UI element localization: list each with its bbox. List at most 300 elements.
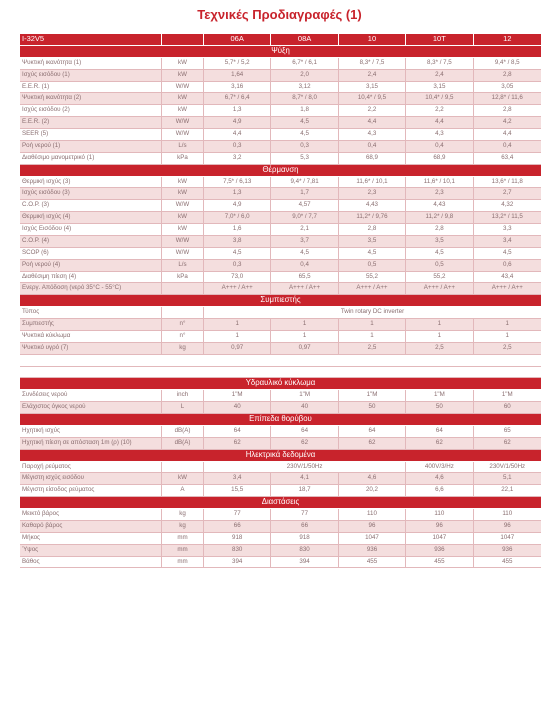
row-value: 12,8* / 11,6	[491, 94, 523, 102]
page-title: Τεχνικές Προδιαγραφές (1)	[197, 7, 362, 22]
row-label: Θερμική ισχύς (3)	[20, 177, 162, 188]
row-label: Διαθέσιμο μανομετρικό (1)	[20, 153, 162, 164]
row-label: Ύψος	[20, 545, 162, 556]
table-row	[20, 58, 541, 70]
row-value: 4,1	[271, 473, 338, 484]
section-header	[20, 295, 541, 307]
row-unit: kg	[162, 343, 204, 354]
row-value: A+++ / A++	[204, 283, 271, 294]
row-value: 4,4	[502, 130, 512, 137]
row-value: Twin rotary DC inverter	[340, 308, 405, 316]
row-unit: L	[162, 402, 204, 413]
row-value: 1,7	[271, 188, 338, 199]
table-row	[20, 402, 541, 414]
row-value: 2,2	[339, 105, 406, 116]
row-value: 50	[406, 402, 473, 413]
row-value: 2,3	[406, 188, 473, 199]
row-value: 68,9	[339, 153, 406, 164]
row-value: 4,32	[501, 201, 514, 209]
row-value: 0,4	[339, 141, 406, 152]
row-value: 43,4	[501, 272, 514, 280]
table-row	[20, 307, 541, 319]
row-value: 62	[503, 438, 511, 446]
table-row	[20, 224, 541, 236]
table-header	[20, 34, 541, 46]
row-unit: mm	[162, 545, 204, 556]
row-value: 66	[204, 521, 271, 532]
row-value: 0,4	[406, 141, 473, 152]
row-value: A+++ / A++	[491, 284, 523, 292]
row-value: 4,3	[339, 129, 406, 140]
row-unit	[162, 462, 204, 473]
row-value: 0,5	[406, 260, 473, 271]
row-value: A+++ / A++	[406, 283, 473, 294]
row-value: 0,97	[271, 343, 338, 354]
row-value: 11,2* / 9,8	[406, 212, 473, 223]
section-header	[20, 46, 541, 58]
row-label: Τύπος	[20, 307, 162, 318]
table-row	[20, 248, 541, 260]
row-value: 4,3	[406, 129, 473, 140]
row-value: 64	[339, 426, 406, 437]
row-value: 394	[204, 557, 271, 568]
row-value: 68,9	[406, 153, 473, 164]
header-unit	[162, 34, 204, 45]
header-model: I-32V5	[20, 34, 162, 45]
row-label: Συμπιεστής	[20, 319, 162, 330]
table-row	[20, 188, 541, 200]
row-value: 1	[505, 331, 509, 339]
header-06a: 06A	[204, 34, 271, 45]
row-value: 0,3	[204, 260, 271, 271]
row-value: 4,5	[339, 248, 406, 259]
row-unit: kW	[162, 473, 204, 484]
row-label: Ψυκτικό υγρό (7)	[20, 343, 162, 354]
table-row	[20, 343, 541, 355]
row-unit: W/W	[162, 117, 204, 128]
section-title: Διαστάσεις	[261, 497, 300, 507]
row-label: Ψυκτική ικανότητα (1)	[20, 58, 162, 69]
row-value: 6,7* / 6,1	[271, 58, 338, 69]
section-header	[20, 378, 541, 390]
table-row	[20, 283, 541, 295]
row-value: 77	[271, 509, 338, 520]
row-value: 13,6* / 11,8	[491, 177, 523, 185]
row-label: Βάθος	[20, 557, 162, 568]
header-08a: 08A	[271, 34, 338, 45]
table-row	[20, 331, 541, 343]
row-unit: W/W	[162, 236, 204, 247]
row-value: 830	[204, 545, 271, 556]
section-title: Συμπιεστής	[260, 295, 301, 305]
row-label: Θερμική ισχύς (4)	[20, 212, 162, 223]
row-value: 110	[502, 510, 513, 517]
table-row	[20, 141, 541, 153]
row-unit: A	[162, 485, 204, 496]
row-value: 96	[406, 521, 473, 532]
row-value: 3,4	[502, 236, 512, 244]
row-value: 0,4	[271, 260, 338, 271]
row-value: 9,0* / 7,7	[271, 212, 338, 223]
row-value: 66	[271, 521, 338, 532]
row-unit: kPa	[162, 153, 204, 164]
table-row	[20, 129, 541, 141]
row-unit: kW	[162, 105, 204, 116]
row-unit: W/W	[162, 200, 204, 211]
row-value: A+++ / A++	[339, 283, 406, 294]
row-label: Ηχητική ισχύς	[20, 426, 162, 437]
section-header	[20, 165, 541, 177]
row-value: 64	[204, 426, 271, 437]
row-value: 64	[406, 426, 473, 437]
row-unit: L/s	[162, 141, 204, 152]
row-label: Ισχύς Εισόδου (4)	[20, 224, 162, 235]
table-row	[20, 93, 541, 105]
row-value: 11,6* / 10,1	[339, 177, 406, 188]
row-value: 936	[339, 545, 406, 556]
row-value: 2,5	[502, 343, 512, 351]
row-value: 1	[406, 319, 473, 330]
section-header	[20, 497, 541, 509]
row-label: Ηχητική πίεση σε απόσταση 1m (ρ) (10)	[20, 438, 162, 449]
row-value: 4,9	[204, 117, 271, 128]
row-value: 10,4* / 9,5	[339, 93, 406, 104]
row-value: 1,64	[204, 70, 271, 81]
row-label: Παροχή ρεύματος	[20, 462, 162, 473]
row-value: 1"M	[339, 390, 406, 401]
table-row	[20, 462, 541, 474]
table-row	[20, 545, 541, 557]
row-label: SCOP (6)	[20, 248, 162, 259]
row-value: 1047	[339, 533, 406, 544]
row-value: 2,5	[406, 343, 473, 354]
row-label: Μέγιστη είσοδος ρεύματος	[20, 485, 162, 496]
header-10: 10	[339, 34, 406, 45]
row-value: 400V/3/Hz	[406, 462, 473, 473]
row-value: 2,4	[406, 70, 473, 81]
row-value: 1	[271, 319, 338, 330]
row-label: C.O.P. (4)	[20, 236, 162, 247]
row-value: 2,7	[502, 189, 512, 197]
row-value: 3,3	[502, 225, 512, 232]
row-value: 3,4	[204, 473, 271, 484]
row-label: E.E.R. (1)	[20, 82, 162, 93]
header-12: 12	[503, 34, 512, 43]
table-row	[20, 509, 541, 521]
row-value: 2,8	[406, 224, 473, 235]
row-value: 0,97	[204, 343, 271, 354]
row-value: 6,6	[406, 485, 473, 496]
section-header	[20, 450, 541, 462]
row-label: SEER (5)	[20, 129, 162, 140]
row-unit: kW	[162, 188, 204, 199]
row-value: 1	[204, 319, 271, 330]
row-value: 3,2	[204, 153, 271, 164]
row-unit: kW	[162, 177, 204, 188]
row-value: 1	[204, 331, 271, 342]
table-row	[20, 521, 541, 533]
row-value: 2,3	[339, 188, 406, 199]
row-value: 3,5	[406, 236, 473, 247]
row-unit: kPa	[162, 272, 204, 283]
table-row	[20, 533, 541, 545]
row-value: 4,4	[406, 117, 473, 128]
row-value: 1	[339, 319, 406, 330]
row-value: 1,8	[271, 105, 338, 116]
row-value: 8,7* / 8,0	[271, 93, 338, 104]
row-value: 4,43	[406, 200, 473, 211]
row-value: 64	[271, 426, 338, 437]
row-value: 3,16	[204, 82, 271, 93]
row-unit: L/s	[162, 260, 204, 271]
section-title: Υδραυλικό κύκλωμα	[245, 378, 316, 388]
row-value: 96	[503, 521, 511, 529]
section-title: Θέρμανση	[262, 164, 299, 174]
row-value: 1"M	[204, 390, 271, 401]
row-value: 15,5	[204, 485, 271, 496]
row-value: 63,4	[501, 153, 514, 161]
row-unit: n°	[162, 319, 204, 330]
row-value: 96	[339, 521, 406, 532]
table-row	[20, 557, 541, 569]
row-value: 73,0	[204, 272, 271, 283]
row-unit: W/W	[162, 82, 204, 93]
row-value: 4,9	[204, 200, 271, 211]
section-title: Επίπεδα θορύβου	[249, 414, 312, 423]
row-value: 1	[406, 331, 473, 342]
row-unit: kW	[162, 224, 204, 235]
row-value: 455	[406, 557, 473, 568]
row-value: 0,4	[502, 141, 512, 149]
row-value: 4,57	[271, 200, 338, 211]
section-title: Ψύξη	[271, 45, 290, 55]
row-value: 230V/1/50Hz	[204, 462, 406, 473]
row-label: Ψυκτικά κύκλωμα	[20, 331, 162, 342]
row-value: 1	[339, 331, 406, 342]
table-row	[20, 260, 541, 272]
row-value: 230V/1/50Hz	[489, 462, 526, 470]
row-value: 8,3* / 7,5	[406, 58, 473, 69]
row-value: 5,1	[502, 474, 512, 482]
table-row	[20, 212, 541, 224]
row-value: 3,8	[204, 236, 271, 247]
row-value: 62	[204, 438, 271, 449]
row-value: 65,5	[271, 272, 338, 283]
row-unit	[162, 307, 204, 318]
section-title: Ηλεκτρικά δεδομένα	[245, 449, 316, 459]
row-value: 0,5	[339, 260, 406, 271]
table-row	[20, 70, 541, 82]
row-value: 55,2	[406, 272, 473, 283]
row-value: 2,8	[502, 70, 512, 78]
table-row	[20, 319, 541, 331]
row-unit: kg	[162, 509, 204, 520]
row-value: 10,4* / 9,5	[406, 93, 473, 104]
row-unit: kW	[162, 70, 204, 81]
row-value: 1	[271, 331, 338, 342]
row-unit	[162, 283, 204, 294]
table-row	[20, 390, 541, 402]
row-unit: kW	[162, 93, 204, 104]
row-value: 3,15	[406, 82, 473, 93]
table-row	[20, 438, 541, 450]
row-unit: inch	[162, 390, 204, 401]
row-value: 62	[271, 438, 338, 449]
table-row	[20, 272, 541, 284]
row-label: Μέγιστη ισχύς εισόδου	[20, 473, 162, 484]
header-10t: 10T	[406, 34, 473, 45]
row-label: Ροή νερού (4)	[20, 260, 162, 271]
row-value: 455	[339, 557, 406, 568]
row-value: 60	[503, 403, 511, 411]
table-row	[20, 177, 541, 189]
row-unit: mm	[162, 533, 204, 544]
row-value: 4,4	[204, 129, 271, 140]
row-value: 2,5	[339, 343, 406, 354]
row-label: Καθαρό βάρος	[20, 521, 162, 532]
row-value: 394	[271, 557, 338, 568]
row-label: Ισχύς εισόδου (1)	[20, 70, 162, 81]
row-value: 50	[339, 402, 406, 413]
row-value: 4,5	[204, 248, 271, 259]
row-value: 1	[505, 320, 509, 327]
row-value: 9,4* / 8,5	[494, 58, 520, 66]
specs-table	[20, 34, 541, 568]
row-label: E.E.R. (2)	[20, 117, 162, 128]
row-value: 6,7* / 6,4	[204, 93, 271, 104]
row-value: 0,3	[204, 141, 271, 152]
row-unit: kW	[162, 212, 204, 223]
row-value: 9,4* / 7,81	[271, 177, 338, 188]
row-value: 1,3	[204, 188, 271, 199]
row-value: 2,8	[339, 224, 406, 235]
row-unit: n°	[162, 331, 204, 342]
row-value: 11,6* / 10,1	[406, 177, 473, 188]
row-unit: dB(A)	[162, 438, 204, 449]
row-value: 4,43	[339, 200, 406, 211]
table-row	[20, 236, 541, 248]
row-value: 1"M	[501, 391, 513, 399]
row-value: 1,3	[204, 105, 271, 116]
row-value: 918	[204, 533, 271, 544]
row-value: 7,0* / 6,0	[204, 212, 271, 223]
row-value: 4,4	[339, 117, 406, 128]
row-value: 3,15	[339, 82, 406, 93]
row-value: 8,3* / 7,5	[339, 58, 406, 69]
row-value: 830	[271, 545, 338, 556]
row-value: 55,2	[339, 272, 406, 283]
table-row	[20, 426, 541, 438]
row-value: 3,7	[271, 236, 338, 247]
row-value: 7,5* / 6,13	[204, 177, 271, 188]
table-row	[20, 200, 541, 212]
row-unit: kW	[162, 58, 204, 69]
row-label: Ψυκτική ικανότητα (2)	[20, 93, 162, 104]
row-label: Ελάχιστος όγκος νερού	[20, 402, 162, 413]
row-value: 3,5	[339, 236, 406, 247]
row-unit: dB(A)	[162, 426, 204, 437]
row-label: Ισχύς εισόδου (2)	[20, 105, 162, 116]
row-value: 2,1	[271, 224, 338, 235]
row-value: 65	[503, 426, 511, 434]
row-value: 20,2	[339, 485, 406, 496]
row-value: 62	[339, 438, 406, 449]
table-row	[20, 153, 541, 165]
table-row	[20, 473, 541, 485]
spacer-row	[20, 355, 541, 367]
table-row	[20, 82, 541, 94]
row-value: 4,5	[271, 248, 338, 259]
table-row	[20, 485, 541, 497]
row-unit: mm	[162, 557, 204, 568]
row-value: 1047	[500, 533, 515, 541]
row-value: 936	[502, 545, 513, 553]
row-value: 4,5	[406, 248, 473, 259]
row-label: Μεικτό βάρος	[20, 509, 162, 520]
row-value: A+++ / A++	[271, 283, 338, 294]
row-unit: W/W	[162, 248, 204, 259]
row-label: Ροή νερού (1)	[20, 141, 162, 152]
row-value: 2,4	[339, 70, 406, 81]
row-value: 1"M	[271, 390, 338, 401]
row-label: Διαθέσιμη πίεση (4)	[20, 272, 162, 283]
row-value: 5,7* / 5,2	[204, 58, 271, 69]
spacer-row	[20, 367, 541, 379]
row-label: Μήκος	[20, 533, 162, 544]
row-value: 110	[406, 509, 473, 520]
row-value: 4,5	[271, 129, 338, 140]
row-value: 40	[271, 402, 338, 413]
row-value: 2,8	[502, 106, 512, 114]
row-unit: W/W	[162, 129, 204, 140]
row-value: 1"M	[406, 390, 473, 401]
row-value: 0,6	[502, 260, 512, 268]
table-row	[20, 105, 541, 117]
row-value: 0,3	[271, 141, 338, 152]
row-value: 918	[271, 533, 338, 544]
row-value: 13,2* / 11,5	[491, 213, 523, 221]
row-value: 3,12	[271, 82, 338, 93]
section-header	[20, 414, 541, 426]
row-value: 4,5	[502, 248, 512, 256]
row-value: 1,6	[204, 224, 271, 235]
row-value: 77	[204, 509, 271, 520]
row-label: Ενεργ. Απόδοση (νερό 35°C - 55°C)	[20, 283, 162, 294]
row-label: Ισχύς εισόδου (3)	[20, 188, 162, 199]
row-value: 4,2	[502, 118, 512, 126]
table-row	[20, 117, 541, 129]
row-value: 936	[406, 545, 473, 556]
row-value: 40	[204, 402, 271, 413]
row-value: 22,1	[501, 486, 514, 494]
row-value: 4,5	[271, 117, 338, 128]
row-value: 62	[406, 438, 473, 449]
row-label: C.O.P. (3)	[20, 200, 162, 211]
row-unit: kg	[162, 521, 204, 532]
row-value: 455	[502, 557, 513, 565]
row-value: 2,0	[271, 70, 338, 81]
row-value: 11,2* / 9,76	[339, 212, 406, 223]
row-value: 4,6	[406, 473, 473, 484]
row-value: 3,05	[501, 82, 514, 90]
row-value: 5,3	[271, 153, 338, 164]
row-value: 110	[339, 509, 406, 520]
row-value: 1047	[406, 533, 473, 544]
row-value: 2,2	[406, 105, 473, 116]
row-value: 18,7	[271, 485, 338, 496]
row-label: Συνδέσεις νερού	[20, 390, 162, 401]
row-value: 4,6	[339, 473, 406, 484]
